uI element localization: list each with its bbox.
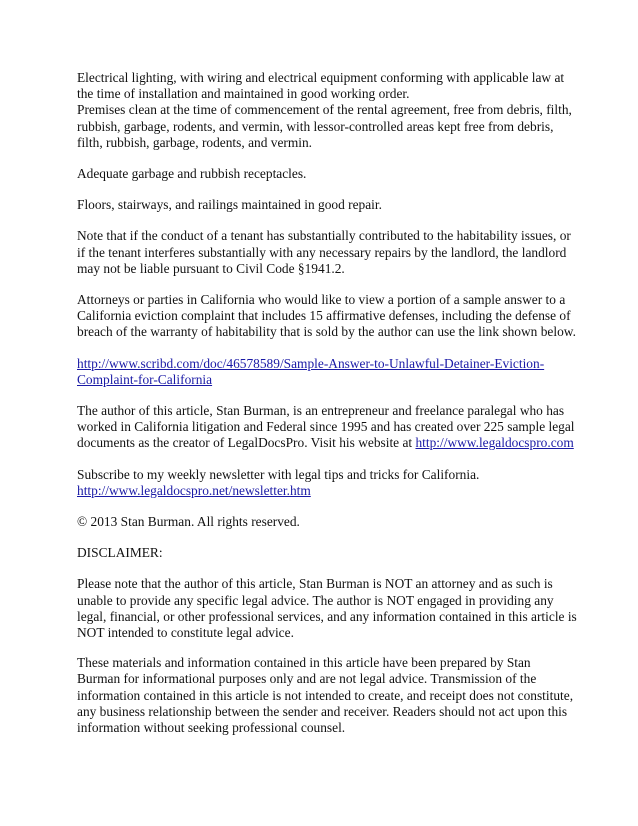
disclaimer-heading: DISCLAIMER: xyxy=(77,545,163,561)
paragraph-garbage-receptacles: Adequate garbage and rubbish receptacles. xyxy=(77,166,307,182)
scribd-sample-answer-link[interactable]: http://www.scribd.com/doc/46578589/Sample-Answer-to-Unlawful-Detainer-Eviction-Complaint-for-California xyxy=(77,355,545,387)
newsletter-text: Subscribe to my weekly newsletter with legal tips and tricks for California. xyxy=(77,466,480,482)
legaldocspro-website-link[interactable]: http://www.legaldocspro.com xyxy=(415,435,574,451)
newsletter-link[interactable]: http://www.legaldocspro.net/newsletter.htm xyxy=(77,482,311,498)
paragraph-scribd-link-wrapper xyxy=(77,356,577,388)
paragraph-informational-purposes: These materials and information contained in this article have been prepared by Stan Burman for informational purposes only and are not legal advice. Transmission of the information contained in this article is not intended to create, and receipt does not constitute, any business relationship between the sender and receiver. Readers should not act upon this information without seeking professional counsel. xyxy=(77,655,574,736)
paragraph-floors-stairways: Floors, stairways, and railings maintained in good repair. xyxy=(77,197,382,213)
paragraph-newsletter xyxy=(77,467,577,499)
paragraph-not-attorney-disclaimer: Please note that the author of this article, Stan Burman is NOT an attorney and as such is unable to provide any specific legal advice. The author is NOT engaged in providing any legal, financial, or other professional services, and any information contained in this article is NOT intended to constitute legal advice. xyxy=(77,576,577,641)
author-bio-text: The author of this article, Stan Burman, is an entrepreneur and freelance paralegal who has worked in California litigation and Federal since 1995 and has created over 225 sample legal documents as the creator of LegalDocsPro. Visit his website at xyxy=(77,403,575,451)
paragraph-electrical-lighting: Electrical lighting, with wiring and electrical equipment conforming with applicable law at the time of installation and maintained in good working order. xyxy=(77,70,565,102)
paragraph-sample-answer-intro: Attorneys or parties in California who would like to view a portion of a sample answer to a California eviction complaint that includes 15 affirmative defenses, including the defense of breach of the warranty of habitability that is sold by the author can use the link shown below. xyxy=(77,292,576,340)
paragraph-tenant-conduct-note: Note that if the conduct of a tenant has substantially contributed to the habitability issues, or if the tenant interferes substantially with any necessary repairs by the landlord, the landlord may not be liable pursuant to Civil Code §1941.2. xyxy=(77,228,571,276)
paragraph-premises-clean: Premises clean at the time of commencement of the rental agreement, free from debris, filth, rubbish, garbage, rodents, and vermin, with lessor-controlled areas kept free from debris, filth, rubbish, garbage, rodents, and vermin. xyxy=(77,102,572,150)
copyright-notice: © 2013 Stan Burman. All rights reserved. xyxy=(77,514,300,530)
document-page xyxy=(77,70,577,736)
paragraph-author-bio xyxy=(77,403,577,452)
